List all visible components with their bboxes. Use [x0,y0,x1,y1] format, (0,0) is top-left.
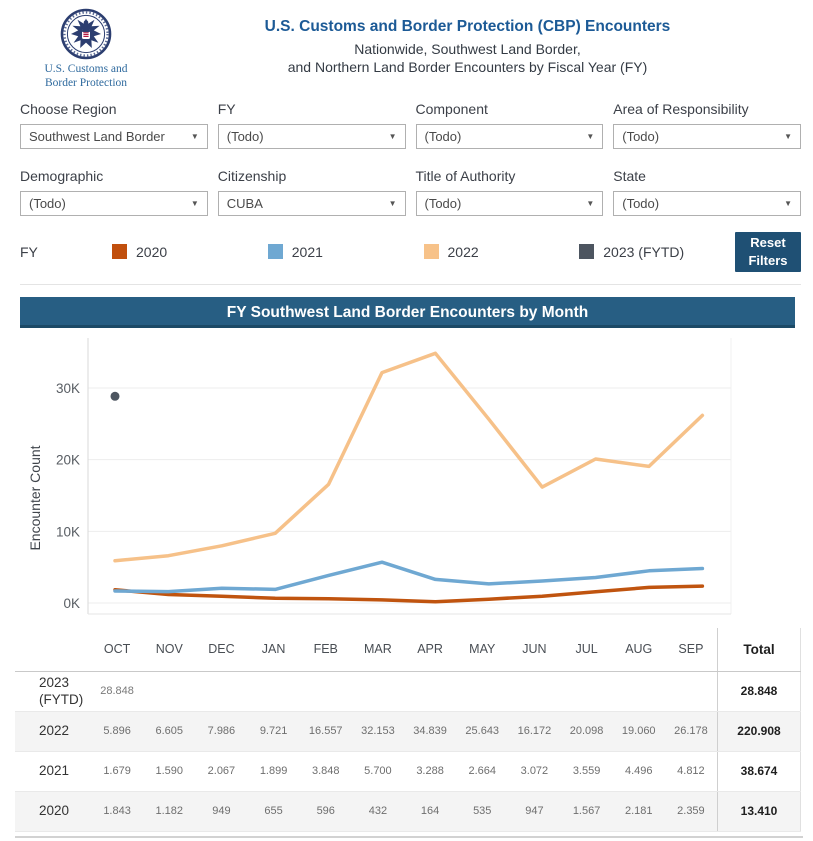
table-value: 34.839 [413,725,447,738]
table-value: 1.567 [572,805,601,818]
y-tick-label: 10K [55,524,80,540]
table-value: 5.700 [364,765,392,778]
table-value: 2.067 [207,765,236,778]
header [0,0,813,91]
filter-choose-region [20,101,208,149]
filter-label-choose-region: Choose Region [20,100,117,117]
table-value: 2.664 [468,765,496,778]
column-header-dec: DEC [208,642,235,657]
demographic-select[interactable] [20,191,208,216]
legend-swatch-2021 [268,244,283,259]
table-row-2021 [15,752,801,792]
title-block [134,6,801,91]
legend-item-2021[interactable] [268,244,424,260]
section-title-bar: FY Southwest Land Border Encounters by Month [20,297,795,328]
row-total: 13.410 [717,792,801,831]
encounters-line-chart[interactable] [0,330,813,628]
bottom-divider [15,836,803,838]
filter-citizenship [218,168,406,216]
table-value: 4.812 [677,765,705,778]
table-value: 7.986 [207,725,236,738]
y-tick-label: 0K [63,595,80,611]
table-value: 5.896 [103,725,131,738]
table-value: 20.098 [569,725,604,738]
table-value: 1.182 [155,805,183,818]
row-total: 28.848 [717,672,801,711]
table-value: 16.557 [308,725,343,738]
filter-label-fy: FY [217,100,236,117]
table-value: 1.843 [103,805,131,818]
filter-label-component: Component [415,100,488,117]
page-subtitle-line2: and Northern Land Border Encounters by Fiscal Year (FY) [287,59,648,76]
chevron-down-icon: ▼ [388,131,397,141]
table-row-2020 [15,792,801,832]
table-value: 3.288 [416,765,444,778]
title-of-authority-value: (Todo) [424,195,462,211]
fy-select[interactable] [218,124,406,149]
column-header-jul: JUL [575,642,598,657]
filter-label-area-of-responsibility: Area of Responsibility [613,100,749,117]
total-column-header: Total [717,628,801,671]
choose-region-value: Southwest Land Border [29,128,165,144]
filter-area-of-responsibility [613,101,801,149]
page-title: U.S. Customs and Border Protection (CBP) Encounters [264,18,671,35]
fy-value: (Todo) [226,128,264,144]
component-select[interactable] [416,124,604,149]
y-tick-label: 30K [55,380,80,396]
row-total: 38.674 [717,752,801,791]
row-label: 2020 [39,803,70,819]
table-header-row [15,628,801,672]
legend-swatch-2020 [112,244,127,259]
legend-swatch-2023 [579,244,594,259]
table-value: 655 [264,805,283,818]
filter-label-citizenship: Citizenship [217,167,287,184]
demographic-value: (Todo) [29,195,66,211]
filter-panel [20,101,801,216]
citizenship-value: CUBA [226,195,263,211]
legend-items [112,244,735,260]
y-tick-label: 20K [55,452,80,468]
filter-fy [218,101,406,149]
legend-swatch-2022 [424,244,439,259]
state-select[interactable] [613,191,801,216]
table-value: 19.060 [621,725,656,738]
table-value: 164 [420,805,440,818]
page-subtitle-line1: Nationwide, Southwest Land Border, [354,41,581,57]
line-chart-svg[interactable] [0,330,813,628]
legend-item-2023-fytd[interactable] [579,244,735,260]
legend-label-2023: 2023 (FYTD) [603,243,685,260]
column-header-jan: JAN [261,642,286,657]
cbp-seal-icon [60,8,112,60]
series-point-2023-fytd-[interactable] [111,392,120,401]
row-label: 2021 [39,763,70,779]
column-header-may: MAY [469,642,496,657]
table-value: 596 [316,805,335,818]
table-value: 6.605 [155,725,183,738]
row-label: 2022 [39,723,70,739]
column-header-aug: AUG [625,642,653,657]
table-value: 3.072 [520,765,549,778]
legend-label-2021: 2021 [291,243,323,260]
y-axis-label: Encounter Count [27,445,43,551]
filter-label-demographic: Demographic [20,167,104,184]
component-value: (Todo) [424,128,462,144]
table-value: 3.848 [311,765,340,778]
row-label: 2023 (FYTD) [39,674,84,708]
column-header-apr: APR [417,642,443,657]
table-value: 949 [212,805,231,818]
table-value: 28.848 [100,685,134,698]
legend-item-2022[interactable] [424,244,580,260]
chevron-down-icon: ▼ [388,198,397,208]
chevron-down-icon: ▼ [586,131,595,141]
column-header-feb: FEB [313,642,338,657]
legend-label-2020: 2020 [136,243,168,260]
filter-label-title-of-authority: Title of Authority [415,167,516,184]
table-value: 432 [368,805,388,818]
cbp-logo [38,6,134,91]
filter-title-of-authority [416,168,604,216]
citizenship-select[interactable] [218,191,406,216]
table-value: 535 [473,805,492,818]
logo-wordmark-line2: Border Protection [44,77,128,90]
chevron-down-icon: ▼ [784,198,792,208]
title-of-authority-select[interactable] [416,191,604,216]
table-value: 25.643 [465,725,500,738]
table-row-2022 [15,712,801,752]
series-line-2022[interactable] [115,353,702,560]
table-value: 16.172 [517,725,552,738]
legend-item-2020[interactable] [112,244,268,260]
legend-label-2022: 2022 [447,243,479,260]
row-total: 220.908 [717,712,801,751]
table-value: 2.359 [677,805,705,818]
table-value: 4.496 [624,765,653,778]
table-value: 1.899 [259,765,288,778]
area-of-responsibility-select[interactable] [613,124,801,149]
filter-state [613,168,801,216]
table-value: 1.590 [155,765,183,778]
choose-region-select[interactable] [20,124,208,149]
chevron-down-icon: ▼ [190,131,199,141]
chevron-down-icon: ▼ [784,131,792,141]
table-value: 3.559 [572,765,601,778]
chevron-down-icon: ▼ [586,198,595,208]
table-row-2023-fytd- [15,672,801,712]
filter-component [416,101,604,149]
column-header-jun: JUN [522,642,547,657]
encounters-table [15,628,801,832]
chevron-down-icon: ▼ [190,198,199,208]
logo-wordmark-line1: U.S. Customs and [44,63,128,75]
legend-title: FY [20,243,38,260]
series-line-2021[interactable] [115,562,702,591]
table-value: 9.721 [259,725,288,738]
table-value: 2.181 [624,805,653,818]
table-value: 1.679 [103,765,131,778]
filter-label-state: State [613,167,646,184]
column-header-nov: NOV [155,642,183,657]
state-value: (Todo) [622,195,660,211]
area-of-responsibility-value: (Todo) [622,128,660,144]
table-value: 32.153 [361,725,395,738]
column-header-mar: MAR [364,642,392,657]
reset-filters-button[interactable]: Reset Filters [735,232,801,272]
filter-demographic [20,168,208,216]
column-header-sep: SEP [678,642,704,657]
fy-legend [20,232,801,285]
column-header-oct: OCT [103,642,131,657]
logo-wordmark [38,62,134,91]
table-value: 26.178 [674,725,708,738]
table-value: 947 [525,805,544,818]
